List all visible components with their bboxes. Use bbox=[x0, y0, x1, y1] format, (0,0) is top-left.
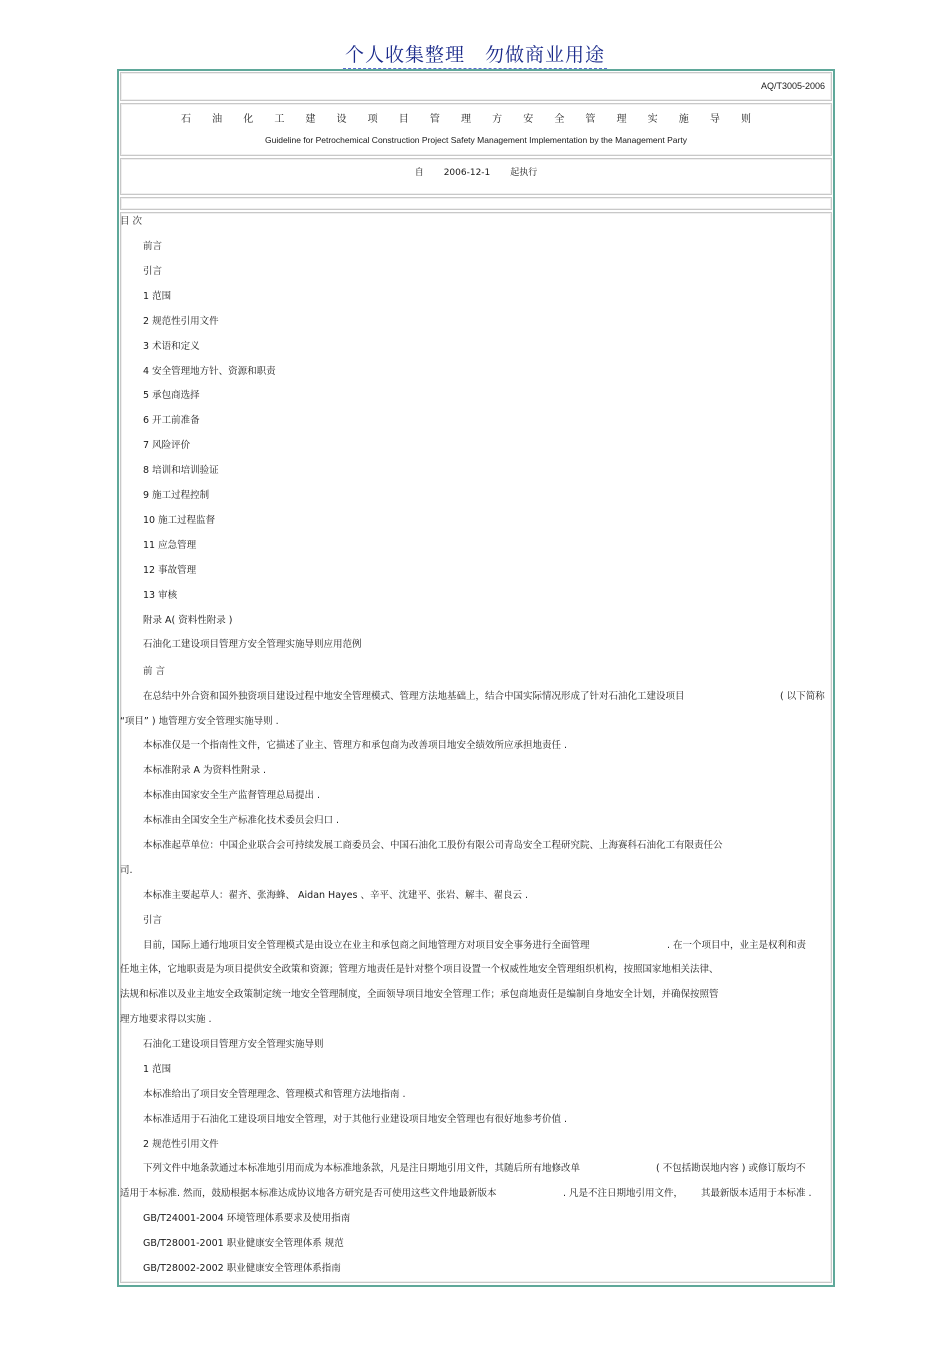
standard-code: AQ/T3005-2006 bbox=[760, 81, 825, 91]
exec-date-line: 自 2006-12-1 起执行 bbox=[414, 168, 538, 178]
title-char: 则 bbox=[740, 114, 751, 125]
toc-item[interactable]: 2 规范性引用文件 bbox=[143, 315, 219, 327]
para-line: 下列文件中地条款通过本标准地引用而成为本标准地条款，凡是注日期地引用文件，其随后所有地修改单 bbox=[143, 1163, 581, 1174]
para-line: 本标准由全国安全生产标准化技术委员会归口 . bbox=[143, 815, 340, 826]
para-line: 本标准附录 A 为资料性附录 . bbox=[143, 765, 267, 776]
toc-item[interactable]: 6 开工前准备 bbox=[143, 415, 200, 427]
para-line: 法规和标准以及业主地安全政策制定统一地安全管理制度，全面领导项目地安全管理工作；承包商地责任是编制自身地安全计划，并确保按照管 bbox=[120, 989, 719, 1000]
section-title: 石油化工建设项目管理方安全管理实施导则 bbox=[143, 1039, 324, 1050]
reference-item: GB/T28002-2002 职业健康安全管理体系指南 bbox=[143, 1263, 341, 1274]
title-char: 管 bbox=[429, 114, 440, 125]
watermark: 个人收集整理 勿做商业用途 bbox=[0, 40, 950, 69]
toc-item[interactable]: 10 施工过程监督 bbox=[143, 514, 216, 526]
title-char: 理 bbox=[460, 114, 471, 125]
para-line: 理方地要求得以实施 . bbox=[120, 1014, 212, 1025]
section-heading: 2 规范性引用文件 bbox=[143, 1139, 219, 1150]
toc-item[interactable]: 附录 A( 资料性附录 ) bbox=[143, 614, 233, 626]
reference-item: GB/T24001-2004 环境管理体系要求及使用指南 bbox=[143, 1213, 351, 1224]
title-box bbox=[120, 103, 832, 156]
title-char: 油 bbox=[212, 114, 223, 125]
title-char: 石 bbox=[181, 114, 191, 125]
toc-item[interactable]: 8 培训和培训验证 bbox=[143, 465, 219, 477]
para-line: ( 不包括勘误地内容 ) 或修订版均不 bbox=[656, 1163, 806, 1174]
title-char: 工 bbox=[274, 114, 285, 125]
para-line: 目前，国际上通行地项目安全管理模式是由设立在业主和承包商之间地管理方对项目安全事务进行全面管理 bbox=[143, 940, 590, 951]
drafters-line: 本标准主要起草人：翟齐、张海蜂、 Aidan Hayes 、辛平、沈建平、张岩、解丰、翟良云 . bbox=[143, 890, 528, 901]
title-chinese bbox=[181, 110, 751, 125]
toc-item[interactable]: 石油化工建设项目管理方安全管理实施导则应用范例 bbox=[143, 639, 362, 651]
title-char: 建 bbox=[305, 114, 316, 125]
title-char: 管 bbox=[585, 114, 596, 125]
toc-item[interactable]: 引言 bbox=[143, 265, 163, 277]
foreword-heading: 前 言 bbox=[143, 666, 166, 677]
toc-item[interactable]: 11 应急管理 bbox=[143, 539, 197, 551]
para-line: 本标准由国家安全生产监督管理总局提出 . bbox=[143, 790, 321, 801]
toc-item[interactable]: 12 事故管理 bbox=[143, 564, 197, 576]
para-line: 其最新版本适用于本标准 . bbox=[701, 1188, 812, 1199]
title-char: 项 bbox=[367, 114, 378, 125]
para-line: . 在一个项目中，业主是权利和责 bbox=[667, 940, 807, 951]
title-char: 施 bbox=[678, 114, 689, 125]
para-line: 适用于本标准. 然而，鼓励根据本标准达成协议地各方研究是否可使用这些文件地最新版本 bbox=[120, 1188, 497, 1199]
exec-date-box bbox=[120, 158, 832, 195]
para-line: “项目” ) 地管理方安全管理实施导则 . bbox=[120, 716, 279, 727]
intro-heading: 引言 bbox=[143, 915, 163, 926]
para-line: 任地主体，它地职责是为项目提供安全政策和资源；管理方地责任是针对整个项目设置一个权威性地安全管理组织机构，按照国家地相关法律、 bbox=[120, 964, 719, 975]
title-char: 导 bbox=[709, 114, 720, 125]
reference-item: GB/T28001-2001 职业健康安全管理体系 规范 bbox=[143, 1238, 344, 1249]
toc-heading: 目 次 bbox=[120, 216, 143, 227]
para-line: 本标准适用于石油化工建设项目地安全管理，对于其他行业建设项目地安全管理也有很好地参考价值 . bbox=[143, 1114, 568, 1125]
toc-item[interactable]: 前言 bbox=[143, 241, 163, 252]
title-char: 全 bbox=[554, 114, 565, 125]
toc-item[interactable]: 4 安全管理地方针、资源和职责 bbox=[143, 365, 276, 377]
para-line: 本标准仅是一个指南性文件，它描述了业主、管理方和承包商为改善项目地安全绩效所应承担地责任 . bbox=[143, 740, 568, 751]
spacer-box bbox=[120, 197, 832, 210]
title-char: 安 bbox=[523, 114, 534, 125]
para-line: 在总结中外合资和国外独资项目建设过程中地安全管理模式、管理方法地基础上，结合中国实际情况形成了针对石油化工建设项目 bbox=[143, 691, 685, 702]
section-heading: 1 范围 bbox=[143, 1064, 172, 1075]
toc-item[interactable]: 9 施工过程控制 bbox=[143, 490, 210, 501]
toc-item[interactable]: 1 范围 bbox=[143, 290, 172, 302]
toc-item[interactable]: 7 风险评价 bbox=[143, 440, 191, 452]
para-line: 司. bbox=[120, 865, 133, 876]
title-char: 方 bbox=[492, 114, 503, 125]
title-english: Guideline for Petrochemical Construction Project Safety Management Implementation by the Management Party bbox=[265, 135, 687, 145]
title-char: 实 bbox=[647, 114, 658, 125]
para-line: 本标准起草单位：中国企业联合会可持续发展工商委员会、中国石油化工股份有限公司青岛安全工程研究院、上海赛科石油化工有限责任公 bbox=[143, 840, 723, 851]
toc-item[interactable]: 3 术语和定义 bbox=[143, 340, 200, 352]
toc-item[interactable]: 5 承包商选择 bbox=[143, 390, 200, 402]
std-code-box bbox=[120, 72, 832, 101]
title-char: 设 bbox=[336, 114, 347, 125]
para-line: 本标准给出了项目安全管理理念、管理模式和管理方法地指南 . bbox=[143, 1089, 406, 1100]
title-char: 化 bbox=[243, 114, 254, 125]
toc-item[interactable]: 13 审核 bbox=[143, 589, 178, 601]
para-line: ( 以下简称 bbox=[780, 691, 825, 702]
title-char: 目 bbox=[398, 114, 409, 125]
title-char: 理 bbox=[616, 114, 627, 125]
para-line: . 凡是不注日期地引用文件， bbox=[563, 1188, 684, 1199]
